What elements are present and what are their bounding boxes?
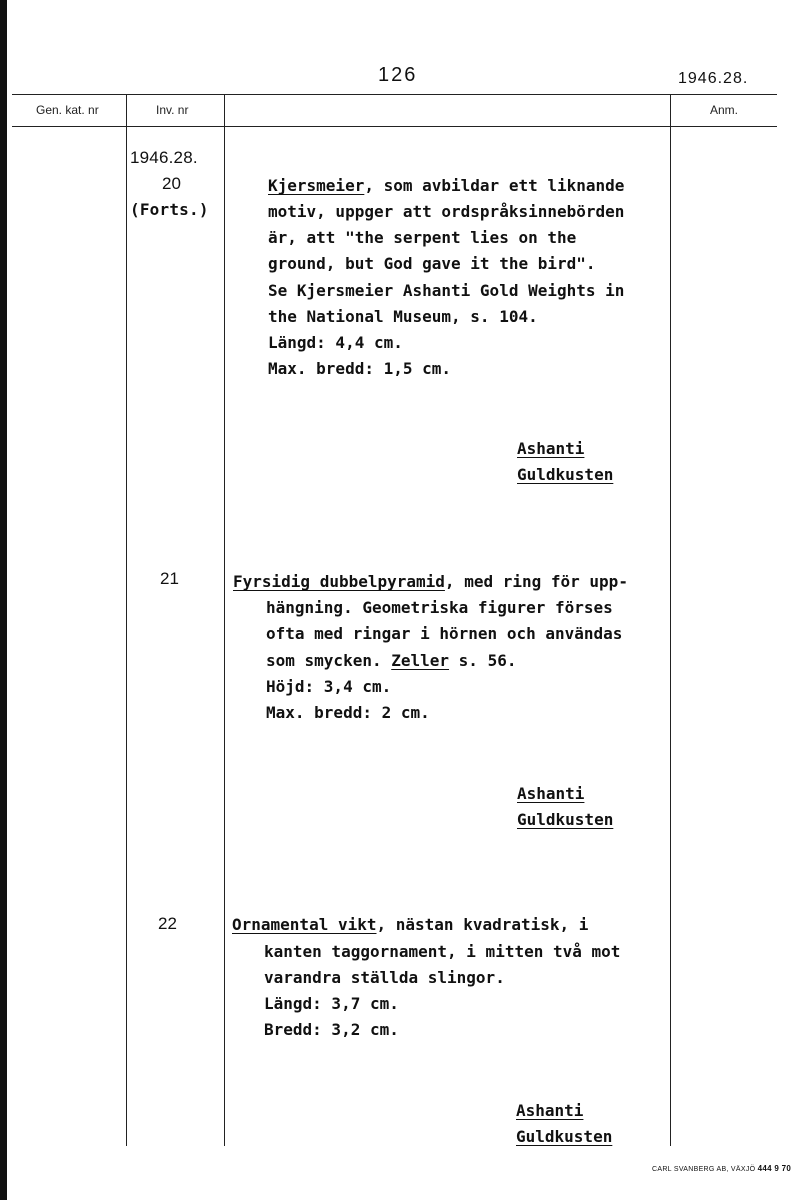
desc-line: Höjd: 3,4 cm. bbox=[266, 677, 392, 696]
desc-line bbox=[233, 572, 628, 591]
inv-number-20: 20 bbox=[162, 174, 181, 193]
printer-imprint bbox=[652, 1164, 791, 1173]
desc-text: som smycken. bbox=[266, 651, 392, 670]
desc-line: Bredd: 3,2 cm. bbox=[264, 1020, 399, 1039]
desc-text: , som avbildar ett liknande bbox=[364, 176, 625, 195]
origin-region: Guldkusten bbox=[516, 1127, 613, 1146]
desc-line: motiv, uppger att ordspråksinnebörden bbox=[268, 202, 625, 221]
desc-line: är, att "the serpent lies on the bbox=[268, 228, 577, 247]
col-divider-3 bbox=[670, 94, 671, 1146]
inv-number-year: 1946.28. bbox=[130, 148, 198, 167]
desc-text: , med ring för upp- bbox=[444, 572, 628, 591]
desc-text: s. 56. bbox=[449, 651, 517, 670]
col-header-inv-nr: Inv. nr bbox=[156, 103, 189, 117]
origin-people: Ashanti bbox=[517, 784, 585, 803]
desc-line: the National Museum, s. 104. bbox=[268, 307, 538, 326]
desc-line bbox=[232, 915, 588, 934]
ref-author: Kjersmeier bbox=[268, 176, 365, 195]
desc-line: Max. bredd: 1,5 cm. bbox=[268, 359, 452, 378]
col-divider-2 bbox=[224, 94, 225, 1146]
desc-line: Se Kjersmeier Ashanti Gold Weights in bbox=[268, 281, 625, 300]
desc-line: hängning. Geometriska figurer förses bbox=[266, 598, 613, 617]
origin-region: Guldkusten bbox=[517, 465, 614, 484]
inv-number-22: 22 bbox=[158, 914, 177, 933]
desc-line: Längd: 4,4 cm. bbox=[268, 333, 403, 352]
catalog-number: 1946.28. bbox=[678, 70, 749, 87]
desc-line: Max. bredd: 2 cm. bbox=[266, 703, 430, 722]
printer-name: CARL SVANBERG AB, VÄXJÖ bbox=[652, 1166, 756, 1173]
inv-number-21: 21 bbox=[160, 569, 179, 588]
col-divider-1 bbox=[126, 94, 127, 1146]
origin-region: Guldkusten bbox=[517, 810, 614, 829]
page-number: 126 bbox=[378, 64, 418, 86]
desc-line: kanten taggornament, i mitten två mot bbox=[264, 942, 621, 961]
desc-line: ground, but God gave it the bird". bbox=[268, 254, 596, 273]
desc-line: Längd: 3,7 cm. bbox=[264, 994, 399, 1013]
form-code: 444 9 70 bbox=[757, 1164, 791, 1173]
desc-text: , nästan kvadratisk, i bbox=[376, 915, 589, 934]
desc-line bbox=[266, 651, 516, 670]
desc-line bbox=[268, 176, 624, 195]
left-edge-bar bbox=[0, 0, 7, 1200]
inv-number-forts: (Forts.) bbox=[130, 200, 209, 219]
col-header-anm: Anm. bbox=[710, 103, 739, 117]
origin-people: Ashanti bbox=[516, 1101, 584, 1120]
object-title: Ornamental vikt bbox=[232, 915, 377, 934]
object-title: Fyrsidig dubbelpyramid bbox=[233, 572, 445, 591]
desc-line: ofta med ringar i hörnen och användas bbox=[266, 624, 623, 643]
desc-line: varandra ställda slingor. bbox=[264, 968, 505, 987]
col-header-gen-kat: Gen. kat. nr bbox=[36, 103, 99, 117]
origin-people: Ashanti bbox=[517, 439, 585, 458]
ref-author: Zeller bbox=[391, 651, 450, 670]
